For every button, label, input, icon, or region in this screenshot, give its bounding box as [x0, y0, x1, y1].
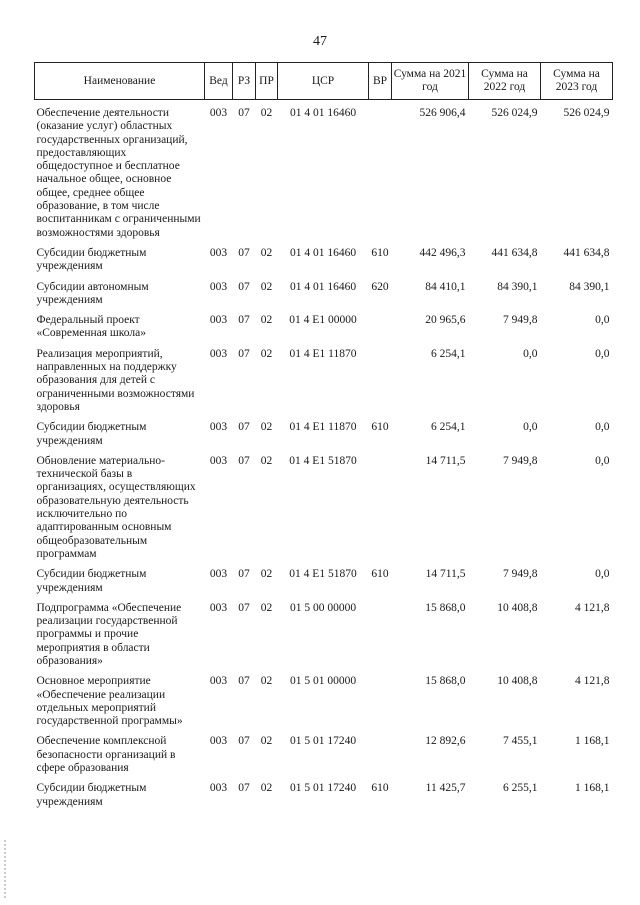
cell-sum-2021: 442 496,3 [419, 246, 466, 259]
cell-vr: 610 [371, 246, 389, 259]
cell-rz: 07 [238, 601, 250, 614]
cell-sum-2023: 4 121,8 [575, 675, 610, 688]
cell-rz: 07 [238, 568, 250, 581]
cell-pr: 02 [260, 782, 273, 795]
cell-vr: 620 [371, 280, 389, 293]
cell-ved: 003 [209, 454, 228, 467]
cell-sum-2022: 84 390,1 [497, 280, 538, 293]
cell-ved: 003 [209, 280, 228, 293]
cell-ved: 003 [209, 568, 228, 581]
header-sum-2023: Сумма на 2023 год [541, 63, 613, 100]
page-number: 47 [313, 34, 327, 49]
cell-sum-2023: 0,0 [595, 568, 610, 581]
cell-rz: 07 [238, 782, 250, 795]
cell-sum-2023: 0,0 [595, 454, 610, 467]
cell-rz: 07 [238, 280, 250, 293]
cell-vr [369, 674, 392, 734]
cell-sum-2021: 20 965,6 [425, 314, 466, 327]
cell-sum-2022: 0,0 [523, 421, 538, 434]
cell-csr: 01 4 E1 51870 [289, 454, 357, 467]
cell-sum-2022: 10 408,8 [497, 675, 538, 688]
header-pr: ПР [256, 63, 278, 100]
cell-sum-2021: 526 906,4 [419, 107, 466, 119]
table-row [35, 280, 613, 314]
cell-csr: 01 4 E1 11870 [289, 421, 357, 434]
cell-name: Федеральный проект «Современная школа» [36, 314, 146, 340]
budget-table [34, 62, 613, 815]
cell-csr: 01 4 E1 00000 [289, 314, 357, 327]
cell-sum-2023: 0,0 [595, 421, 610, 434]
cell-sum-2023: 0,0 [595, 347, 610, 360]
table-row [35, 674, 613, 734]
cell-csr: 01 4 01 16460 [289, 246, 357, 259]
cell-sum-2023: 526 024,9 [563, 107, 610, 119]
cell-name: Обеспечение комплексной безопасности организаций в сфере образования [36, 735, 176, 775]
cell-vr: 610 [371, 421, 389, 434]
cell-pr: 02 [260, 421, 273, 434]
cell-sum-2022: 0,0 [523, 347, 538, 360]
cell-sum-2021: 11 425,7 [425, 782, 466, 795]
table-row [35, 420, 613, 454]
cell-pr: 02 [260, 314, 273, 327]
cell-vr [369, 601, 392, 674]
cell-sum-2022: 10 408,8 [497, 601, 538, 614]
header-vr: ВР [369, 63, 392, 100]
cell-rz: 07 [238, 735, 250, 748]
cell-sum-2021: 15 868,0 [425, 601, 466, 614]
cell-name: Субсидии бюджетным учреждениям [36, 782, 147, 808]
cell-vr [369, 100, 392, 246]
cell-sum-2021: 14 711,5 [425, 568, 466, 581]
cell-vr [369, 734, 392, 781]
header-sum-2022: Сумма на 2022 год [469, 63, 541, 100]
header-name: Наименование [35, 63, 205, 100]
cell-pr: 02 [260, 675, 273, 688]
cell-sum-2021: 84 410,1 [425, 280, 466, 293]
cell-csr: 01 5 01 17240 [289, 782, 357, 795]
table-row [35, 454, 613, 567]
table-row [35, 100, 613, 246]
cell-csr: 01 4 01 16460 [289, 280, 357, 293]
cell-vr: 610 [371, 782, 389, 795]
cell-sum-2022: 526 024,9 [491, 107, 538, 119]
cell-pr: 02 [260, 107, 273, 119]
cell-sum-2021: 12 892,6 [425, 735, 466, 748]
cell-ved: 003 [209, 421, 228, 434]
cell-sum-2023: 84 390,1 [569, 280, 610, 293]
cell-csr: 01 4 E1 51870 [289, 568, 357, 581]
cell-vr [369, 454, 392, 567]
cell-csr: 01 5 01 17240 [289, 735, 357, 748]
cell-sum-2021: 15 868,0 [425, 675, 466, 688]
cell-sum-2021: 6 254,1 [431, 347, 466, 360]
cell-csr: 01 4 E1 11870 [289, 347, 357, 360]
cell-rz: 07 [238, 107, 250, 119]
table-row [35, 313, 613, 347]
cell-csr: 01 5 00 00000 [289, 601, 357, 614]
cell-ved: 003 [209, 782, 228, 795]
cell-ved: 003 [209, 601, 228, 614]
cell-pr: 02 [260, 347, 273, 360]
table-row [35, 567, 613, 601]
cell-name: Обновление материально-технической базы в организациях, осуществляющих образовательную деятельность исключительно по адаптированным основным общеобразовательным программам [36, 454, 196, 560]
cell-pr: 02 [260, 735, 273, 748]
cell-ved: 003 [209, 107, 228, 119]
table-row [35, 601, 613, 674]
cell-sum-2023: 4 121,8 [575, 601, 610, 614]
cell-sum-2023: 441 634,8 [563, 246, 610, 259]
header-rz: РЗ [233, 63, 256, 100]
cell-rz: 07 [238, 421, 250, 434]
cell-sum-2022: 7 455,1 [503, 735, 538, 748]
cell-ved: 003 [209, 735, 228, 748]
header-ved: Вед [205, 63, 233, 100]
table-row [35, 347, 613, 420]
cell-name: Основное мероприятие «Обеспечение реализации отдельных мероприятий государственной программы» [36, 675, 183, 728]
cell-name: Реализация мероприятий, направленных на поддержку образования для детей с ограниченными возможностями здоровья [36, 347, 195, 413]
cell-pr: 02 [260, 568, 273, 581]
cell-sum-2021: 6 254,1 [431, 421, 466, 434]
cell-vr [369, 313, 392, 347]
cell-name: Подпрограмма «Обеспечение реализации государственной программы и прочие мероприятия в области образования» [36, 601, 182, 667]
cell-rz: 07 [238, 675, 250, 688]
cell-rz: 07 [238, 347, 250, 360]
cell-name: Субсидии автономным учреждениям [36, 280, 149, 306]
cell-name: Обеспечение деятельности (оказание услуг) областных государственных организаций, предоставляющих общедоступное и бесплатное начальное общее, основное общее, среднее общее образование, в том числе воспитанникам с ограниченными возможностями здоровья [36, 107, 201, 239]
cell-csr: 01 5 01 00000 [289, 675, 357, 688]
cell-ved: 003 [209, 314, 228, 327]
cell-pr: 02 [260, 246, 273, 259]
cell-pr: 02 [260, 454, 273, 467]
cell-sum-2022: 7 949,8 [503, 454, 538, 467]
cell-sum-2023: 1 168,1 [575, 782, 610, 795]
table-row [35, 246, 613, 280]
table-row [35, 781, 613, 815]
cell-vr: 610 [371, 568, 389, 581]
table-body [35, 100, 613, 815]
cell-sum-2022: 441 634,8 [491, 246, 538, 259]
cell-rz: 07 [238, 314, 250, 327]
table-row [35, 734, 613, 781]
cell-rz: 07 [238, 454, 250, 467]
header-csr: ЦСР [278, 63, 369, 100]
cell-sum-2022: 7 949,8 [503, 568, 538, 581]
cell-ved: 003 [209, 347, 228, 360]
cell-pr: 02 [260, 601, 273, 614]
cell-sum-2022: 7 949,8 [503, 314, 538, 327]
cell-name: Субсидии бюджетным учреждениям [36, 421, 147, 447]
cell-csr: 01 4 01 16460 [289, 107, 357, 119]
cell-sum-2023: 0,0 [595, 314, 610, 327]
cell-sum-2023: 1 168,1 [575, 735, 610, 748]
scan-margin-marks [4, 840, 6, 900]
cell-sum-2022: 6 255,1 [503, 782, 538, 795]
header-sum-2021: Сумма на 2021 год [392, 63, 469, 100]
cell-ved: 003 [209, 246, 228, 259]
cell-vr [369, 347, 392, 420]
cell-sum-2021: 14 711,5 [425, 454, 466, 467]
cell-ved: 003 [209, 675, 228, 688]
table-header-row [35, 63, 613, 100]
cell-name: Субсидии бюджетным учреждениям [36, 568, 147, 594]
cell-name: Субсидии бюджетным учреждениям [36, 246, 147, 273]
cell-pr: 02 [260, 280, 273, 293]
cell-rz: 07 [238, 246, 250, 259]
